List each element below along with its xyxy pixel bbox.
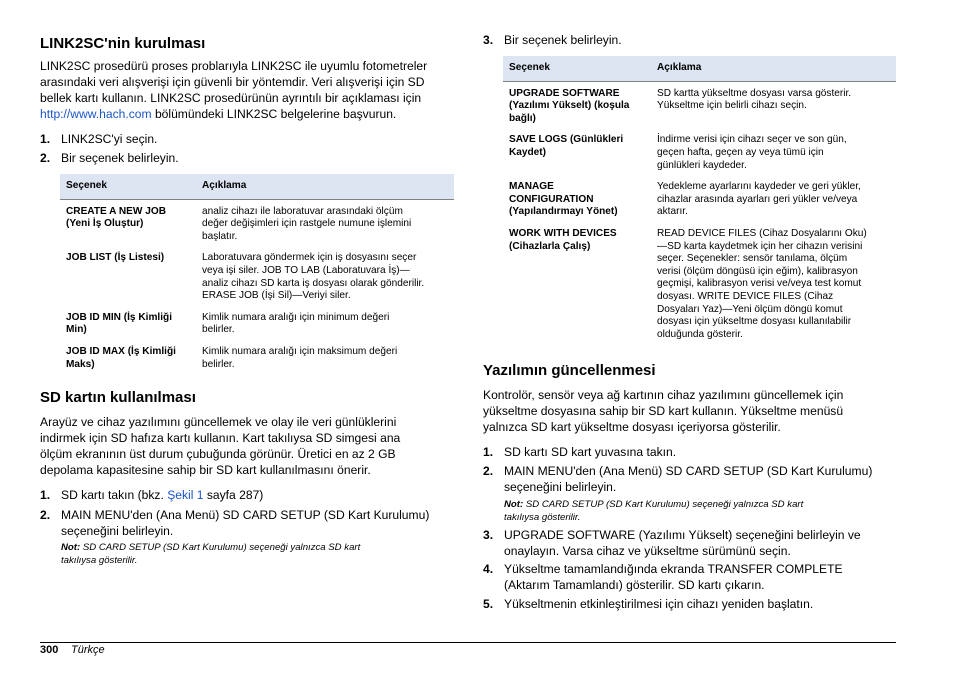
footer-language: Türkçe [71, 644, 105, 656]
hach-link[interactable]: http://www.hach.com [40, 107, 152, 121]
table-row [60, 342, 454, 376]
footer-divider [40, 642, 896, 643]
table-header-row [60, 174, 454, 199]
table-row [60, 199, 454, 248]
step-number: 2. [40, 508, 51, 522]
column-header-option: Seçenek [503, 56, 651, 81]
option-cell: JOB ID MAX (İş Kimliği Maks) [66, 345, 176, 370]
note-label: Not: [61, 542, 81, 553]
step-text: Bir seçenek belirleyin. [504, 33, 622, 47]
step-text: MAIN MENU'den (Ana Menü) SD CARD SETUP (SD Kart Kurulumu) seçeneğini belirleyin. [61, 508, 430, 538]
step-number: 3. [483, 33, 494, 47]
update-intro-line: Kontrolör, sensör veya ağ kartının cihaz yazılımını güncellemek için [483, 388, 844, 402]
option-cell: UPGRADE SOFTWARE (Yazılımı Yükselt) (koşula bağlı) [509, 87, 630, 124]
step-text: Yükseltme tamamlandığında ekranda TRANSFER COMPLETE (Aktarım Tamamlandı) gösterilir. SD kartı çıkarın. [504, 562, 843, 592]
step-number: 1. [40, 488, 51, 502]
option-cell: JOB ID MIN (İş Kimliği Min) [66, 311, 172, 336]
link2sc-intro-line: arasındaki veri alışverişi için güvenli bir yöntemdir. Veri alışverişi için SD [40, 75, 425, 89]
link2sc-options-table [60, 174, 454, 376]
page-number: 300 [40, 644, 59, 656]
step-number: 3. [483, 528, 494, 542]
description-cell: READ DEVICE FILES (Cihaz Dosyalarını Oku) —SD karta kaydetmek için her cihazın verisini seçer. Seçenekler: sensör tanılama, ölçüm verisi (ölçüm döngüsü için eğim), kalibrasyon geçmişi, kalibrasyon verisi ve/veya test komut dosyası. WRITE DEVICE FILES (Cihaz Dosyaları Yaz)—Yeni ölçüm döngü komut dosyası için yükseltme dosyası kullanılabilir olduğunda gösterir. [657, 227, 867, 340]
step-number: 1. [40, 132, 51, 146]
update-intro [483, 387, 843, 435]
update-step-4 [483, 561, 896, 593]
sd-step-1 [40, 487, 454, 503]
link2sc-step-2 [40, 150, 454, 166]
link2sc-intro-tail: bölümündeki LINK2SC belgelerine başvurun. [151, 107, 397, 121]
description-cell: Laboratuvara göndermek için iş dosyasını seçer veya işi siler. JOB TO LAB (Laboratuvara İş)— analiz cihazı SD karta iş dosyası olarak gönderilir. ERASE JOB (İşi Sil)—Veriyi siler. [202, 252, 425, 302]
step-number: 4. [483, 562, 494, 576]
link2sc-intro-line: bellek kartı kullanın. LINK2SC prosedürünün ayrıntılı bir açıklaması için [40, 91, 422, 105]
table-row [60, 308, 454, 342]
sd-intro [40, 414, 400, 478]
update-note: Not: SD CARD SETUP (SD Kart Kurulumu) seçeneği yalnızca SD kart takılıysa gösterilir. [504, 499, 804, 523]
column-header-description: Açıklama [651, 56, 896, 81]
sd-step-2 [40, 507, 454, 539]
update-step-2 [483, 463, 896, 495]
step-text: Yükseltmenin etkinleştirilmesi için cihazı yeniden başlatın. [504, 597, 814, 611]
update-step-5 [483, 596, 896, 612]
note-label: Not: [504, 499, 524, 510]
update-intro-line: yükseltme dosyasına sahip bir SD kart kullanın. Yükseltme menüsü [483, 404, 844, 418]
sd-intro-line: Arayüz ve cihaz yazılımını güncellemek ve olay ile veri günlüklerini [40, 415, 397, 429]
figure-1-link[interactable]: Şekil 1 [167, 488, 204, 502]
step-number: 1. [483, 445, 494, 459]
description-cell: Kimlik numara aralığı için maksimum değeri belirler. [202, 345, 398, 370]
update-intro-line: yalnızca SD kart yükseltme dosyası içeriyorsa gösterilir. [483, 420, 781, 434]
table-row [60, 248, 454, 307]
sd-step-3 [483, 32, 896, 48]
sd-intro-line: indirmek için SD hafıza kartı kullanın. Kart takılıysa SD simgesi ana [40, 431, 401, 445]
sd-intro-line: ölçüm ekranının üst durum çubuğunda görünür. Üretici en az 2 GB [40, 447, 396, 461]
sd-heading: SD kartın kullanılması [40, 389, 196, 406]
update-step-3 [483, 527, 896, 559]
link2sc-intro-line: LINK2SC prosedürü proses problarıyla LINK2SC ile uyumlu fotometreler [40, 59, 428, 73]
sd-note: Not: SD CARD SETUP (SD Kart Kurulumu) seçeneği yalnızca SD kart takılıysa gösterilir. [61, 542, 361, 566]
description-cell: SD kartta yükseltme dosyası varsa gösterir. Yükseltme için belirli cihazı seçin. [657, 87, 852, 112]
description-cell: İndirme verisi için cihazı seçer ve son gün, geçen hafta, geçen ay veya tümü için günlükleri kaydeder. [657, 134, 847, 171]
table-row [503, 130, 896, 177]
step-text: LINK2SC'yi seçin. [61, 132, 158, 146]
option-cell: WORK WITH DEVICES (Cihazlarla Çalış) [509, 227, 617, 252]
update-step-1 [483, 444, 896, 460]
step-text: MAIN MENU'den (Ana Menü) SD CARD SETUP (SD Kart Kurulumu) seçeneğini belirleyin. [504, 464, 873, 494]
column-header-description: Açıklama [196, 174, 454, 199]
description-cell: analiz cihazı ile laboratuvar arasındaki ölçüm değer değişimleri için rastgele numune işlemini başlatır. [202, 205, 412, 242]
description-cell: Kimlik numara aralığı için minimum değeri belirler. [202, 311, 390, 336]
option-cell: JOB LIST (İş Listesi) [66, 252, 165, 264]
step-number: 5. [483, 597, 494, 611]
option-cell: SAVE LOGS (Günlükleri Kaydet) [509, 134, 624, 158]
table-row [503, 224, 896, 346]
link2sc-heading: LINK2SC'nin kurulması [40, 35, 206, 52]
description-cell: Yedekleme ayarlarını kaydeder ve geri yükler, cihazlar arasında ayarları geri yükler ve/veya aktarır. [657, 181, 861, 218]
step-text: UPGRADE SOFTWARE (Yazılımı Yükselt) seçeneğini belirleyin ve onaylayın. Varsa cihaz ve yükseltme sürümünü seçin. [504, 528, 861, 558]
link2sc-intro [40, 58, 427, 122]
sd-options-table [503, 56, 896, 346]
option-cell: MANAGE CONFIGURATION (Yapılandırmayı Yönet) [509, 181, 618, 218]
step-text: Bir seçenek belirleyin. [61, 151, 179, 165]
option-cell: CREATE A NEW JOB (Yeni İş Oluştur) [66, 205, 167, 230]
link2sc-step-1 [40, 131, 454, 147]
table-row [503, 81, 896, 130]
step-text: SD kartı SD kart yuvasına takın. [504, 445, 677, 459]
table-header-row [503, 56, 896, 81]
update-heading: Yazılımın güncellenmesi [483, 362, 656, 379]
step-text: SD kartı takın (bkz. Şekil 1 sayfa 287) [61, 488, 264, 502]
sd-intro-line: depolama kapasitesine sahip bir SD kart kullanılmasını önerir. [40, 463, 371, 477]
column-header-option: Seçenek [60, 174, 196, 199]
table-row [503, 177, 896, 224]
step-number: 2. [40, 151, 51, 165]
step-number: 2. [483, 464, 494, 478]
